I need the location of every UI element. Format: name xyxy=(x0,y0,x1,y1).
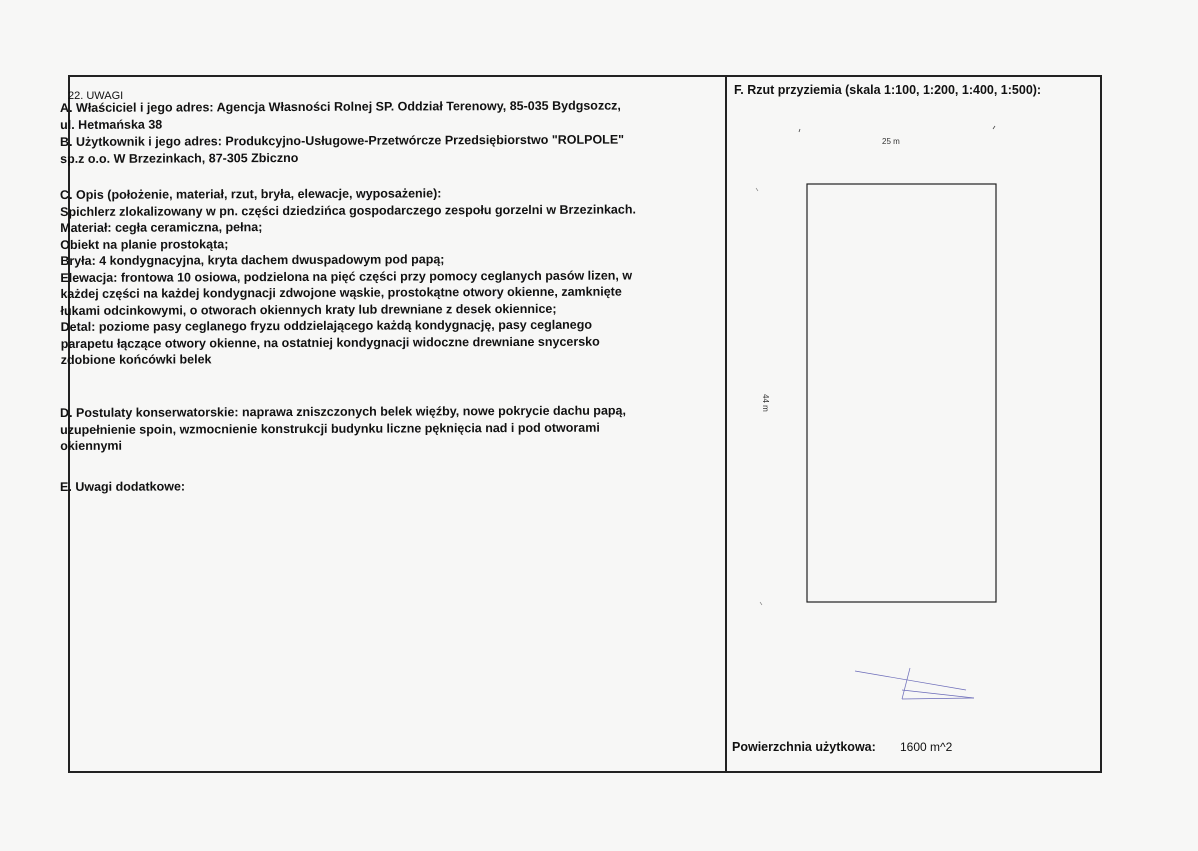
conservation-line: uzupełnienie spoin, wzmocnienie konstrukcji budynku liczne pęknięcia nad i pod otworami xyxy=(60,420,600,437)
floor-plan-title: F. Rzut przyziemia (skala 1:100, 1:200, 1:400, 1:500): xyxy=(734,83,1042,97)
description-line: Obiekt na planie prostokąta; xyxy=(60,236,229,252)
owner-line: A. Właściciel i jego adres: Agencja Własności Rolnej SP. Oddział Terenowy, 85-035 Bydgsozcz, xyxy=(60,98,621,115)
usable-area-label: Powierzchnia użytkowa: xyxy=(732,740,876,754)
usable-area-value: 1600 m^2 xyxy=(900,740,953,754)
description-line: Bryła: 4 kondygnacyjna, kryta dachem dwuspadowym pod papą; xyxy=(60,252,445,268)
additional-remarks-line: E. Uwagi dodatkowe: xyxy=(60,479,186,494)
floor-plan-drawing xyxy=(727,75,1102,773)
owner-line: ul. Hetmańska 38 xyxy=(60,117,163,132)
user-line: B. Użytkownik i jego adres: Produkcyjno-Usługowe-Przetwórcze Przedsiębiorstwo "ROLPOLE" xyxy=(60,132,625,149)
dimension-tick xyxy=(799,129,800,132)
description-line: każdej części na każdej kondygnacji zdwojone wąskie, prostokątne otwory okienne, zamknięte xyxy=(60,284,622,301)
dimension-tick xyxy=(993,126,995,129)
additional-remarks-entry xyxy=(60,476,725,495)
conservation-line: D. Postulaty konserwatorskie: naprawa zniszczonych belek więźby, nowe pokrycie dachu papą, xyxy=(60,403,626,420)
width-dimension-label: 25 m xyxy=(882,137,900,146)
north-arrow-icon xyxy=(855,668,974,699)
description-entry xyxy=(60,184,726,368)
floor-plan-panel xyxy=(727,75,1102,773)
description-line: parapetu łączące otwory okienne, na ostatniej kondygnacji widoczne drewniane snycersko xyxy=(60,334,600,351)
conservation-entry xyxy=(60,402,725,454)
description-line: Spichlerz zlokalizowany w pn. części dziedzińca gospodarczego zespołu gorzelni w Brzezinkach. xyxy=(60,201,636,219)
user-line: sp.z o.o. W Brzezinkach, 87-305 Zbiczno xyxy=(60,150,299,166)
dimension-tick xyxy=(760,602,762,605)
building-outline xyxy=(807,184,996,602)
description-line: Detal: poziome pasy ceglanego fryzu oddzielającego każdą kondygnację, pasy ceglanego xyxy=(60,317,593,334)
length-dimension-label: 44 m xyxy=(761,394,770,412)
description-line: łukami odcinkowymi, o otworach okiennych kraty lub drewniane z desek okiennice; xyxy=(60,301,557,318)
section-number: 22. UWAGI xyxy=(68,90,124,102)
description-line: zdobione końcówki belek xyxy=(60,352,212,367)
conservation-line: okiennymi xyxy=(60,438,123,453)
description-line: Materiał: cegła ceramiczna, pełna; xyxy=(60,220,263,235)
user-entry xyxy=(60,131,725,167)
description-line: C. Opis (położenie, materiał, rzut, bryła, elewacje, wyposażenie): xyxy=(60,186,442,202)
owner-entry xyxy=(60,97,725,133)
description-line: Elewacja: frontowa 10 osiowa, podzielona na pięć części przy pomocy ceglanych pasów lizen, w xyxy=(60,268,633,285)
dimension-tick xyxy=(756,188,758,191)
remarks-panel xyxy=(60,90,725,770)
